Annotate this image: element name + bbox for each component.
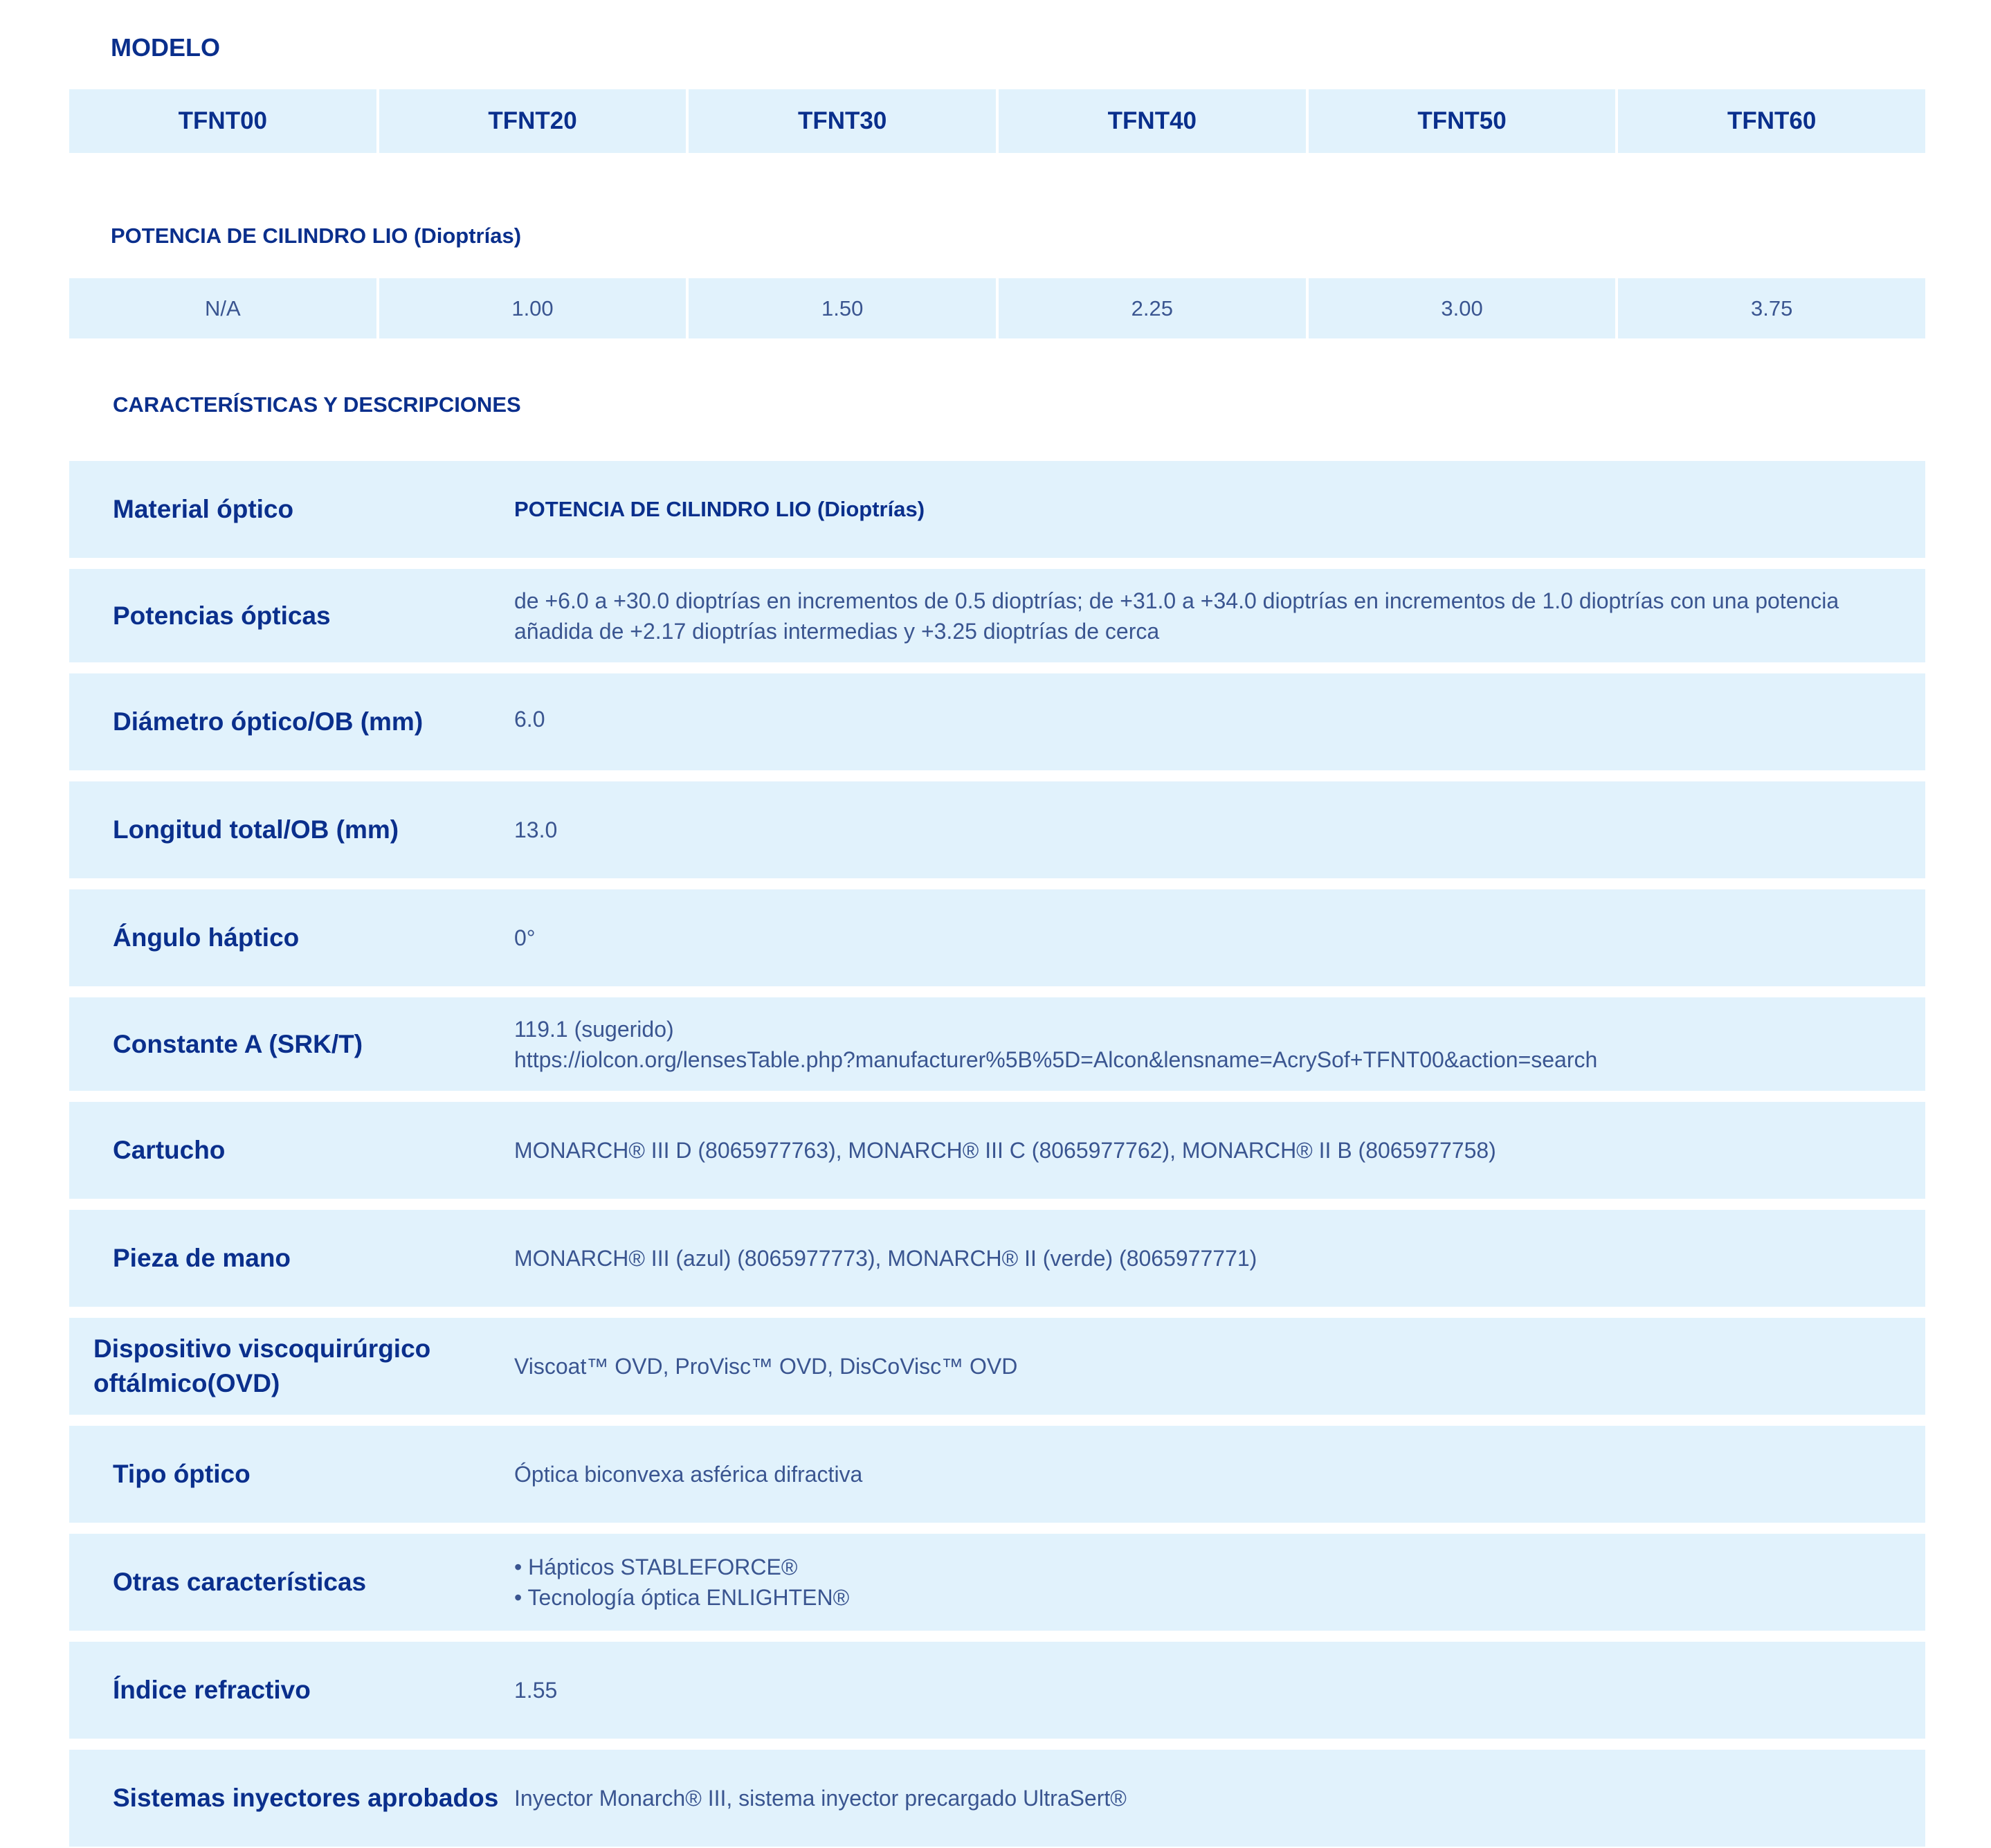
cylinder-value-cell: 1.00 xyxy=(379,278,687,338)
spec-value-line: 119.1 (sugerido) xyxy=(514,1016,674,1042)
spec-value xyxy=(514,1210,1863,1307)
spec-value xyxy=(514,461,1863,558)
spec-label: Pieza de mano xyxy=(113,1244,291,1273)
spec-value xyxy=(514,1318,1863,1415)
spec-value xyxy=(514,673,1863,765)
spec-value-line: Inyector Monarch® III, sistema inyector precargado UltraSert® xyxy=(514,1786,1127,1811)
spec-value-line: añadida de +2.17 dioptrías intermedias y +3.25 dioptrías de cerca xyxy=(514,618,1160,644)
spec-value-line: • Hápticos STABLEFORCE® xyxy=(514,1555,798,1579)
model-cell: TFNT00 xyxy=(69,89,376,153)
spec-row-injector-systems xyxy=(69,1750,1925,1847)
spec-label: Diámetro óptico/OB (mm) xyxy=(113,707,424,736)
spec-value xyxy=(514,997,1863,1091)
spec-value xyxy=(514,1102,1863,1199)
spec-label: Otras características xyxy=(113,1568,367,1597)
spec-row-haptic-angle xyxy=(69,889,1925,986)
spec-label: Ángulo háptico xyxy=(113,923,300,952)
model-cell: TFNT30 xyxy=(689,89,996,153)
spec-label: Material óptico xyxy=(113,495,294,524)
spec-label: Dispositivo viscoquirúrgico oftálmico(OVD) xyxy=(93,1334,431,1397)
spec-value-line: POTENCIA DE CILINDRO LIO (Dioptrías) xyxy=(514,497,925,521)
cylinder-value-cell: 3.00 xyxy=(1309,278,1616,338)
spec-label: Índice refractivo xyxy=(113,1676,311,1705)
spec-row-ovd xyxy=(69,1318,1925,1415)
cylinder-power-row xyxy=(69,278,1925,338)
characteristics-title: CARACTERÍSTICAS Y DESCRIPCIONES xyxy=(113,392,521,417)
spec-value-line: MONARCH® III D (8065977763), MONARCH® III C (8065977762), MONARCH® II B (8065977758) xyxy=(514,1138,1496,1163)
spec-value xyxy=(514,781,1863,878)
spec-label: Sistemas inyectores aprobados xyxy=(113,1784,499,1813)
spec-row-other-features xyxy=(69,1534,1925,1631)
spec-value-line: 6.0 xyxy=(514,707,545,732)
spec-value xyxy=(514,1642,1863,1739)
spec-value xyxy=(514,889,1863,986)
cylinder-value-cell: 2.25 xyxy=(999,278,1306,338)
spec-value-line: MONARCH® III (azul) (8065977773), MONARCH® II (verde) (8065977771) xyxy=(514,1246,1257,1271)
cylinder-power-title: POTENCIA DE CILINDRO LIO (Dioptrías) xyxy=(111,224,522,248)
spec-row-cartridge xyxy=(69,1102,1925,1199)
spec-label: Tipo óptico xyxy=(113,1460,251,1489)
spec-value xyxy=(514,1426,1863,1523)
spec-value-line: 1.55 xyxy=(514,1678,558,1703)
spec-label: Potencias ópticas xyxy=(113,601,331,630)
spec-label: Longitud total/OB (mm) xyxy=(113,815,399,844)
spec-row-optic-powers xyxy=(69,569,1925,662)
spec-row-material xyxy=(69,461,1925,558)
modelo-title: MODELO xyxy=(111,33,220,62)
cylinder-value-cell: 1.50 xyxy=(689,278,996,338)
model-cell: TFNT20 xyxy=(379,89,687,153)
cylinder-value-cell: N/A xyxy=(69,278,376,338)
spec-row-optic-type xyxy=(69,1426,1925,1523)
iolcon-link[interactable]: https://iolcon.org/lensesTable.php?manufacturer%5B%5D=Alcon&lensname=AcrySof+TFNT00&action=search xyxy=(514,1047,1598,1072)
spec-value-line: 13.0 xyxy=(514,817,558,842)
spec-value-line: Viscoat™ OVD, ProVisc™ OVD, DisCoVisc™ OVD xyxy=(514,1354,1018,1379)
spec-value xyxy=(514,1750,1863,1847)
spec-value-line: Óptica biconvexa asférica difractiva xyxy=(514,1462,863,1487)
spec-label: Cartucho xyxy=(113,1136,226,1165)
spec-row-handpiece xyxy=(69,1210,1925,1307)
spec-row-optic-diameter xyxy=(69,673,1925,770)
model-cell: TFNT40 xyxy=(999,89,1306,153)
spec-label: Constante A (SRK/T) xyxy=(113,1029,363,1058)
model-cell: TFNT50 xyxy=(1309,89,1616,153)
spec-row-refractive-index xyxy=(69,1642,1925,1739)
spec-row-a-constant xyxy=(69,997,1925,1091)
spec-row-total-length xyxy=(69,781,1925,878)
model-cell: TFNT60 xyxy=(1618,89,1925,153)
spec-value-line: de +6.0 a +30.0 dioptrías en incrementos de 0.5 dioptrías; de +31.0 a +34.0 dioptrías en incrementos de 1.0 dioptrías con una potencia xyxy=(514,588,1839,613)
spec-value-line: 0° xyxy=(514,925,536,950)
spec-value-line: • Tecnología óptica ENLIGHTEN® xyxy=(514,1585,850,1610)
spec-value xyxy=(514,1534,1863,1631)
cylinder-value-cell: 3.75 xyxy=(1618,278,1925,338)
model-row xyxy=(69,89,1925,153)
spec-value xyxy=(514,569,1863,662)
